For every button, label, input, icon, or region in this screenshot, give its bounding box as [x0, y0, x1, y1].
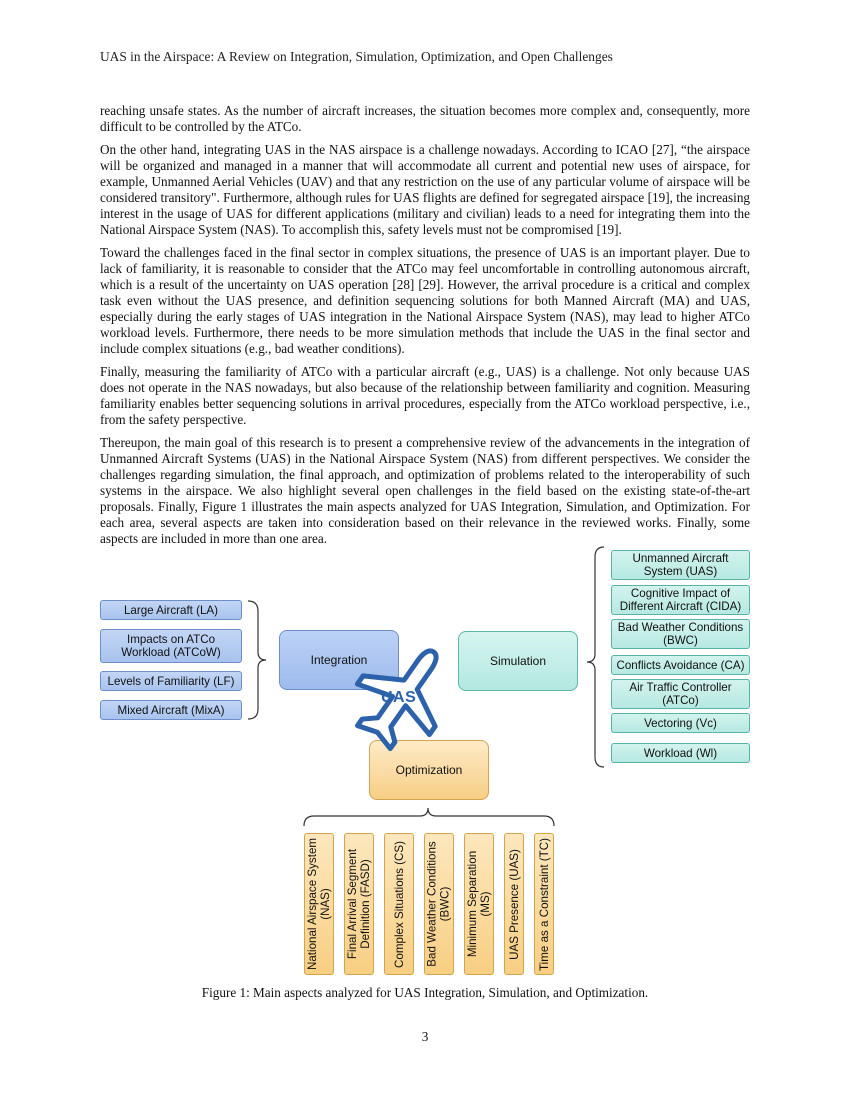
simulation-bracket: [587, 547, 604, 767]
optimization-item-label: Bad Weather Conditions (BWC): [426, 841, 452, 967]
paragraph: reaching unsafe states. As the number of aircraft increases, the situation becomes more complex and, consequently, more difficult to be controlled by the ATCo.: [100, 103, 750, 134]
optimization-box: Optimization: [369, 740, 489, 800]
integration-item: Levels of Familiarity (LF): [100, 671, 242, 691]
optimization-item-label: Minimum Separation (MS): [466, 850, 493, 958]
optimization-item: [344, 833, 374, 975]
paragraph: Thereupon, the main goal of this research is to present a comprehensive review of the advancements in the integration of Unmanned Aircraft Systems (UAS) in the National Airspace System (NAS) from different perspectives. We consider the challenges regarding simulation, the final approach, and optimization of problems related to the interoperability of such systems in the airspace. We also highlight several open challenges in the field based on the existing state-of-the-art proposals. Finally, Figure 1 illustrates the main aspects analyzed for UAS Integration, Simulation, and Optimization. For each area, several aspects are taken into consideration based on their relevance in the reviewed works. Finally, some aspects are included in more than one area.: [100, 435, 750, 546]
integration-item: Large Aircraft (LA): [100, 600, 242, 620]
simulation-box: Simulation: [458, 631, 578, 691]
optimization-item-label: Final Arrival Segment Definition (FASD): [346, 848, 372, 960]
optimization-item-label: Complex Situations (CS): [392, 840, 406, 968]
optimization-item: [424, 833, 454, 975]
figure-caption: Figure 1: Main aspects analyzed for UAS Integration, Simulation, and Optimization.: [201, 985, 649, 1000]
integration-bracket: [248, 601, 266, 719]
integration-box: Integration: [279, 630, 399, 690]
optimization-bracket: [304, 808, 554, 826]
simulation-item: Conflicts Avoidance (CA): [611, 655, 750, 675]
simulation-item: Workload (Wl): [611, 743, 750, 763]
optimization-item: [534, 833, 554, 975]
running-head: UAS in the Airspace: A Review on Integration, Simulation, Optimization, and Open Challenges: [100, 49, 613, 64]
optimization-item: [384, 833, 414, 975]
optimization-item: [504, 833, 524, 975]
simulation-item: Bad Weather Conditions (BWC): [611, 619, 750, 649]
optimization-item-label: Time as a Constraint (TC): [537, 837, 551, 971]
paragraph: Toward the challenges faced in the final sector in complex situations, the presence of UAS is an important player. Due to lack of familiarity, it is reasonable to consider that the ATCo may feel uncomfortable in controlling autonomous aircraft, which is a result of the uncertainty on UAS operation [28] [29]. However, the arrival procedure is a critical and complex task even without the UAS presence, and definition sequencing solutions for both Manned Aircraft (MA) and UAS, especially during the early stages of UAS integration in the National Airspace System (NAS), may lead to higher ATCo workload levels. Furthermore, there needs to be more simulation methods that include the UAS in the final sector and include complex situations (e.g., bad weather conditions).: [100, 245, 750, 356]
simulation-item: Vectoring (Vc): [611, 713, 750, 733]
paragraph: Finally, measuring the familiarity of ATCo with a particular aircraft (e.g., UAS) is a challenge. Not only because UAS does not operate in the NAS nowadays, but also because of the relationship between familiarity and cognition. Measuring familiarity enables better sequencing solutions in arrival procedures, especially from the ATCo workload perspective, i.e., from the safety perspective.: [100, 364, 750, 427]
optimization-item: [304, 833, 334, 975]
simulation-item: Air Traffic Controller (ATCo): [611, 679, 750, 709]
uas-label: UAS: [381, 689, 417, 706]
optimization-item: [464, 833, 494, 975]
integration-item: Impacts on ATCo Workload (ATCoW): [100, 629, 242, 663]
simulation-item: Cognitive Impact of Different Aircraft (CIDA): [611, 585, 750, 615]
page-number: 3: [421, 1029, 429, 1044]
integration-item: Mixed Aircraft (MixA): [100, 700, 242, 720]
paragraph: On the other hand, integrating UAS in the NAS airspace is a challenge nowadays. According to ICAO [27], “the airspace will be organized and managed in a manner that will accommodate all current and potential new uses of airspace, for example, Unmanned Aerial Vehicles (UAV) and that any restriction on the use of any particular volume of airspace will be considered transitory". Furthermore, although rules for UAS flights are defined for segregated airspace [19], the increasing interest in the usage of UAS for different applications (military and civilian) leads to a need for integrating them into the National Airspace System (NAS). To accomplish this, safety levels must not be compromised [19].: [100, 142, 750, 237]
simulation-item: Unmanned Aircraft System (UAS): [611, 550, 750, 580]
optimization-item-label: UAS Presence (UAS): [507, 848, 521, 960]
optimization-item-label: National Airspace System (NAS): [306, 837, 333, 971]
